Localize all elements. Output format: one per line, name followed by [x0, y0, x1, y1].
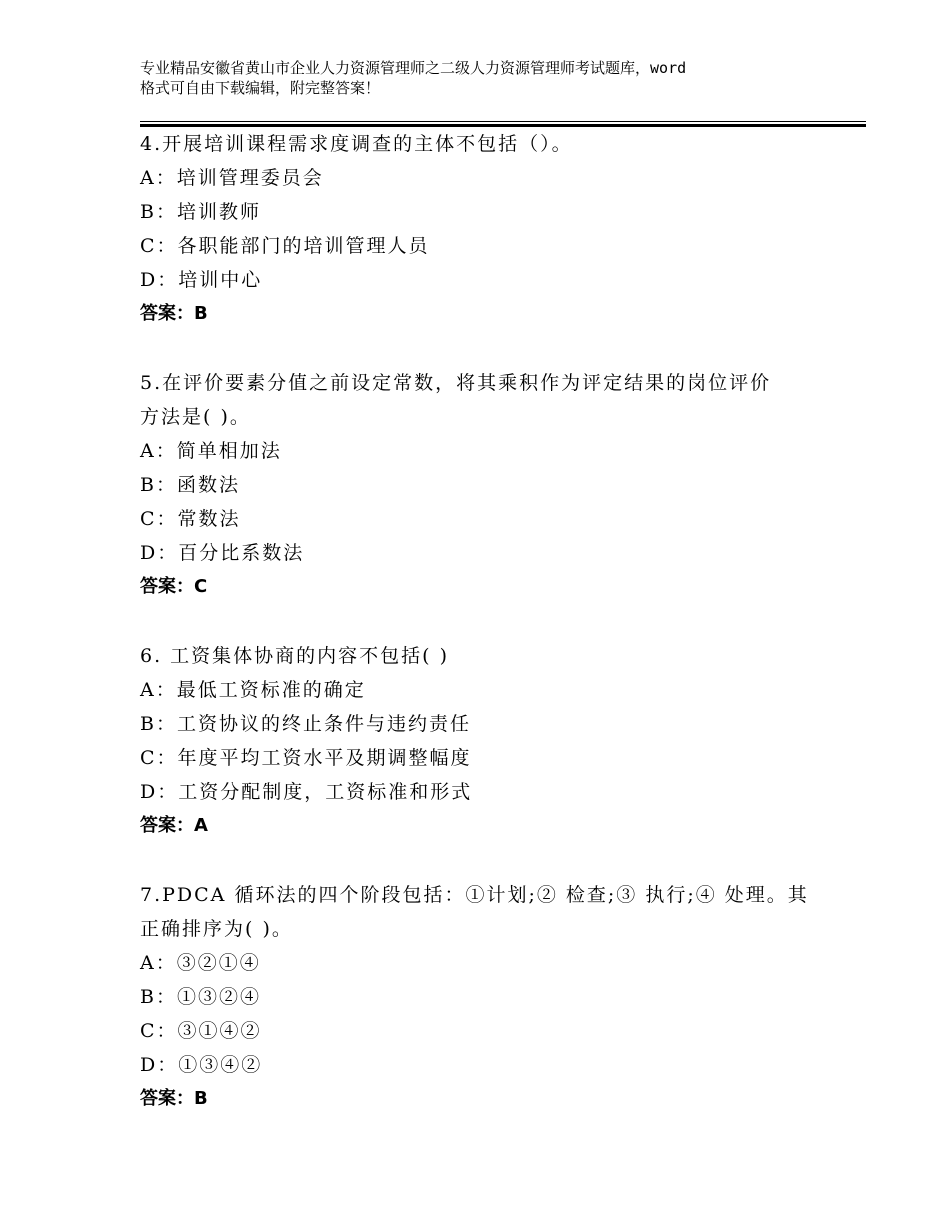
answer-label: 答案：B — [140, 303, 208, 324]
option-b: B：工资协议的终止条件与违约责任 — [140, 713, 471, 735]
option-d: D：工资分配制度，工资标准和形式 — [140, 781, 473, 803]
option-a: A：③②①④ — [140, 952, 261, 974]
option-d: D：百分比系数法 — [140, 542, 305, 564]
option-d: D：培训中心 — [140, 269, 263, 291]
option-c: C：常数法 — [140, 508, 241, 530]
option-b: B：①③②④ — [140, 986, 261, 1008]
header-line-2: 格式可自由下载编辑，附完整答案！ — [140, 79, 381, 97]
option-b: B：函数法 — [140, 474, 240, 496]
option-a: A：培训管理委员会 — [140, 167, 324, 189]
question-7 — [140, 878, 820, 1116]
question-stem-line-1: 7.PDCA 循环法的四个阶段包括：①计划;② 检查;③ 执行;④ 处理。其 — [140, 884, 809, 906]
question-stem-line-1: 5.在评价要素分值之前设定常数，将其乘积作为评定结果的岗位评价 — [140, 372, 772, 394]
option-a: A：最低工资标准的确定 — [140, 679, 366, 701]
answer-label: 答案：B — [140, 1088, 208, 1109]
option-c: C：年度平均工资水平及期调整幅度 — [140, 747, 472, 769]
header-line-1: 专业精品安徽省黄山市企业人力资源管理师之二级人力资源管理师考试题库，word — [140, 59, 687, 77]
answer-label: 答案：A — [140, 815, 208, 836]
answer-label: 答案：C — [140, 576, 208, 597]
question-stem: 6. 工资集体协商的内容不包括( ) — [140, 645, 450, 667]
question-stem-line-2: 方法是( )。 — [140, 406, 251, 428]
question-stem: 4.开展培训课程需求度调查的主体不包括（）。 — [140, 133, 573, 155]
option-d: D：①③④② — [140, 1054, 263, 1076]
header-rule-thin — [140, 121, 866, 122]
question-5 — [140, 366, 820, 604]
question-6 — [140, 639, 820, 843]
question-4 — [140, 127, 820, 331]
option-a: A：简单相加法 — [140, 440, 282, 462]
option-b: B：培训教师 — [140, 201, 261, 223]
document-header — [140, 58, 830, 98]
option-c: C：各职能部门的培训管理人员 — [140, 235, 430, 257]
question-stem-line-2: 正确排序为( )。 — [140, 918, 293, 940]
option-c: C：③①④② — [140, 1020, 262, 1042]
